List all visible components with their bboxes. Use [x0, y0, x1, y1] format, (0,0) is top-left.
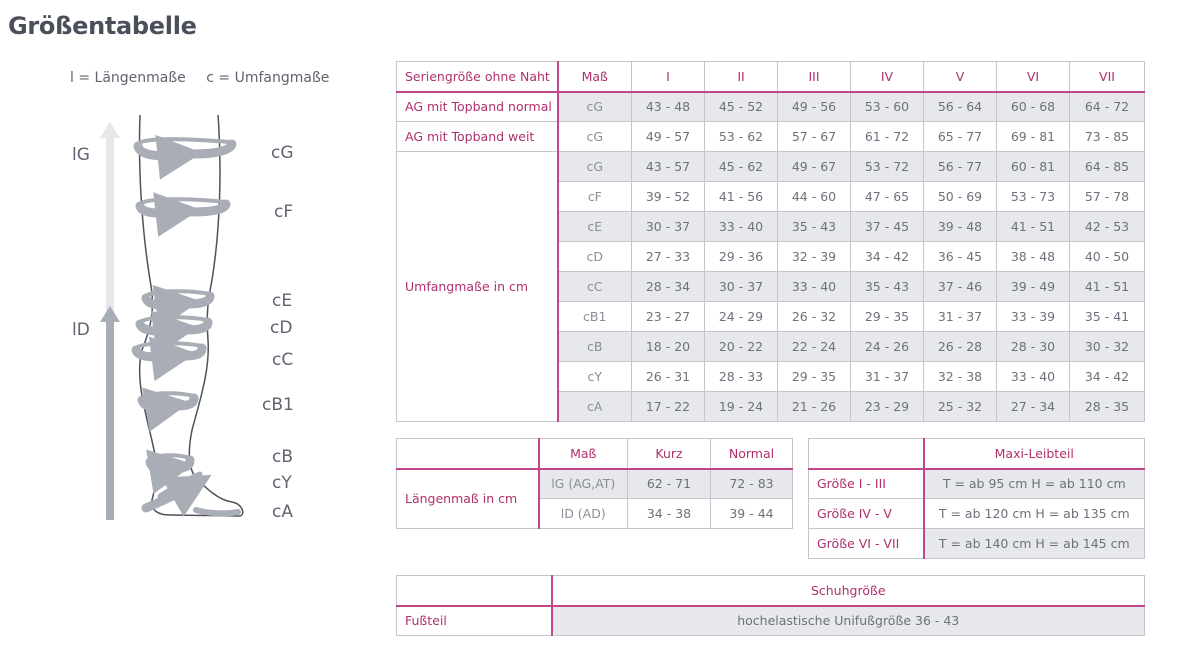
cell-value: 25 - 32 — [924, 392, 997, 422]
header-series: Seriengröße ohne Naht — [397, 62, 558, 92]
cell-value: 42 - 53 — [1070, 212, 1145, 242]
cell-value: T = ab 95 cm H = ab 110 cm — [924, 469, 1145, 499]
group-label: Längenmaß in cm — [397, 469, 539, 529]
size-table — [396, 61, 1145, 422]
cell-value: 56 - 64 — [924, 92, 997, 122]
page-title: Größentabelle — [8, 12, 197, 40]
cell-mass: cF — [558, 182, 632, 212]
cell-value: 57 - 78 — [1070, 182, 1145, 212]
header-maxi: Maxi-Leibteil — [924, 439, 1145, 469]
cell-value: 43 - 57 — [632, 152, 705, 182]
cell-value: 30 - 37 — [632, 212, 705, 242]
length-arrow-ld — [100, 306, 120, 520]
cell-mass: lG (AG,AT) — [539, 469, 628, 499]
cell-value: 30 - 37 — [705, 272, 778, 302]
label-ca: cA — [272, 502, 293, 522]
header-size: VII — [1070, 62, 1145, 92]
cell-value: 69 - 81 — [997, 122, 1070, 152]
cell-mass: cY — [558, 362, 632, 392]
row-label: AG mit Topband normal — [397, 92, 558, 122]
cell-value: 27 - 33 — [632, 242, 705, 272]
cell-value: 49 - 57 — [632, 122, 705, 152]
header-size: II — [705, 62, 778, 92]
cell-value: 19 - 24 — [705, 392, 778, 422]
cell-value: 37 - 45 — [851, 212, 924, 242]
cell-value: 20 - 22 — [705, 332, 778, 362]
cell-mass: lD (AD) — [539, 499, 628, 529]
cell-value: 56 - 77 — [924, 152, 997, 182]
cell-value: 64 - 85 — [1070, 152, 1145, 182]
table-row — [809, 529, 1145, 559]
cell-mass: cG — [558, 92, 632, 122]
cell-value: 41 - 56 — [705, 182, 778, 212]
cell-value: 33 - 40 — [705, 212, 778, 242]
row-label: Fußteil — [397, 606, 552, 636]
cell-mass: cA — [558, 392, 632, 422]
cell-value: 34 - 42 — [1070, 362, 1145, 392]
row-label: Größe VI - VII — [809, 529, 924, 559]
cell-value: 49 - 56 — [778, 92, 851, 122]
cell-value: 24 - 29 — [705, 302, 778, 332]
cell-value: 44 - 60 — [778, 182, 851, 212]
cell-value: 26 - 31 — [632, 362, 705, 392]
shoe-table — [396, 575, 1145, 636]
cell-value: 35 - 43 — [851, 272, 924, 302]
cell-mass: cC — [558, 272, 632, 302]
row-label: Größe I - III — [809, 469, 924, 499]
label-cc: cC — [272, 350, 294, 370]
cell-value: 35 - 41 — [1070, 302, 1145, 332]
cell-value: 23 - 29 — [851, 392, 924, 422]
cell-value: 73 - 85 — [1070, 122, 1145, 152]
row-label: AG mit Topband weit — [397, 122, 558, 152]
cell-value: 39 - 44 — [711, 499, 793, 529]
label-cb: cB — [272, 447, 294, 467]
cell-value: 29 - 35 — [851, 302, 924, 332]
label-cg: cG — [271, 143, 294, 163]
cell-value: 17 - 22 — [632, 392, 705, 422]
cell-value: 33 - 40 — [997, 362, 1070, 392]
cell-mass: cE — [558, 212, 632, 242]
cell-value: 45 - 62 — [705, 152, 778, 182]
header-empty — [809, 439, 924, 469]
cell-mass: cD — [558, 242, 632, 272]
cell-value: 41 - 51 — [1070, 272, 1145, 302]
table-row — [397, 122, 1145, 152]
table-row — [397, 152, 1145, 182]
header-size: V — [924, 62, 997, 92]
table-row — [397, 606, 1145, 636]
header-size: III — [778, 62, 851, 92]
cell-value: 53 - 60 — [851, 92, 924, 122]
header-normal: Normal — [711, 439, 793, 469]
cell-value: 50 - 69 — [924, 182, 997, 212]
circumference-bands — [136, 139, 238, 513]
header-kurz: Kurz — [628, 439, 711, 469]
length-arrow-lg — [100, 122, 120, 326]
maxi-table-header — [809, 439, 1145, 469]
cell-mass: cB — [558, 332, 632, 362]
label-cd: cD — [270, 318, 293, 338]
group-label: Umfangmaße in cm — [397, 152, 558, 422]
cell-value: 31 - 37 — [924, 302, 997, 332]
cell-value: 28 - 35 — [1070, 392, 1145, 422]
cell-value: 37 - 46 — [924, 272, 997, 302]
cell-value: 53 - 72 — [851, 152, 924, 182]
cell-value: 28 - 34 — [632, 272, 705, 302]
cell-value: 72 - 83 — [711, 469, 793, 499]
table-row — [397, 469, 793, 499]
cell-value: 38 - 48 — [997, 242, 1070, 272]
cell-value: 35 - 43 — [778, 212, 851, 242]
cell-value: 29 - 36 — [705, 242, 778, 272]
shoe-table-header — [397, 576, 1145, 606]
header-mass: Maß — [539, 439, 628, 469]
cell-value: hochelastische Unifußgröße 36 - 43 — [552, 606, 1145, 636]
cell-value: 26 - 32 — [778, 302, 851, 332]
label-cy: cY — [272, 473, 292, 493]
cell-value: 49 - 67 — [778, 152, 851, 182]
header-size: VI — [997, 62, 1070, 92]
cell-value: 53 - 73 — [997, 182, 1070, 212]
cell-value: 24 - 26 — [851, 332, 924, 362]
label-cf: cF — [274, 202, 294, 222]
cell-value: 29 - 35 — [778, 362, 851, 392]
cell-value: 21 - 26 — [778, 392, 851, 422]
cell-value: 40 - 50 — [1070, 242, 1145, 272]
cell-value: 61 - 72 — [851, 122, 924, 152]
cell-value: 33 - 40 — [778, 272, 851, 302]
cell-value: 18 - 20 — [632, 332, 705, 362]
maxi-table — [808, 438, 1145, 559]
cell-value: 57 - 67 — [778, 122, 851, 152]
cell-value: 28 - 33 — [705, 362, 778, 392]
cell-value: 45 - 52 — [705, 92, 778, 122]
cell-value: 47 - 65 — [851, 182, 924, 212]
cell-mass: cG — [558, 152, 632, 182]
label-lg: lG — [72, 145, 90, 165]
cell-value: 28 - 30 — [997, 332, 1070, 362]
table-row — [809, 469, 1145, 499]
cell-value: 34 - 42 — [851, 242, 924, 272]
header-shoe: Schuhgröße — [552, 576, 1145, 606]
cell-value: 34 - 38 — [628, 499, 711, 529]
label-ce: cE — [272, 291, 293, 311]
cell-value: 30 - 32 — [1070, 332, 1145, 362]
cell-value: 64 - 72 — [1070, 92, 1145, 122]
header-size: IV — [851, 62, 924, 92]
table-row — [397, 92, 1145, 122]
header-empty — [397, 576, 552, 606]
label-ld: lD — [72, 320, 90, 340]
cell-value: 23 - 27 — [632, 302, 705, 332]
cell-value: 41 - 51 — [997, 212, 1070, 242]
cell-value: 60 - 68 — [997, 92, 1070, 122]
cell-value: 26 - 28 — [924, 332, 997, 362]
cell-value: 36 - 45 — [924, 242, 997, 272]
row-label: Größe IV - V — [809, 499, 924, 529]
label-cb1: cB1 — [262, 395, 294, 415]
legend-circumference: c = Umfangmaße — [206, 70, 330, 86]
cell-value: 39 - 49 — [997, 272, 1070, 302]
cell-value: 65 - 77 — [924, 122, 997, 152]
length-table-header — [397, 439, 793, 469]
cell-value: 22 - 24 — [778, 332, 851, 362]
cell-value: 60 - 81 — [997, 152, 1070, 182]
legend — [70, 70, 345, 86]
cell-mass: cB1 — [558, 302, 632, 332]
legend-length: l = Längenmaße — [70, 70, 186, 86]
cell-value: 53 - 62 — [705, 122, 778, 152]
cell-value: 62 - 71 — [628, 469, 711, 499]
cell-value: 31 - 37 — [851, 362, 924, 392]
cell-mass: cG — [558, 122, 632, 152]
cell-value: T = ab 120 cm H = ab 135 cm — [924, 499, 1145, 529]
header-size: I — [632, 62, 705, 92]
cell-value: 39 - 48 — [924, 212, 997, 242]
header-mass: Maß — [558, 62, 632, 92]
cell-value: 39 - 52 — [632, 182, 705, 212]
cell-value: 33 - 39 — [997, 302, 1070, 332]
cell-value: 32 - 38 — [924, 362, 997, 392]
cell-value: 27 - 34 — [997, 392, 1070, 422]
cell-value: 43 - 48 — [632, 92, 705, 122]
length-table — [396, 438, 793, 529]
table-row — [809, 499, 1145, 529]
cell-value: 32 - 39 — [778, 242, 851, 272]
cell-value: T = ab 140 cm H = ab 145 cm — [924, 529, 1145, 559]
header-empty — [397, 439, 539, 469]
size-table-header — [397, 62, 1145, 92]
